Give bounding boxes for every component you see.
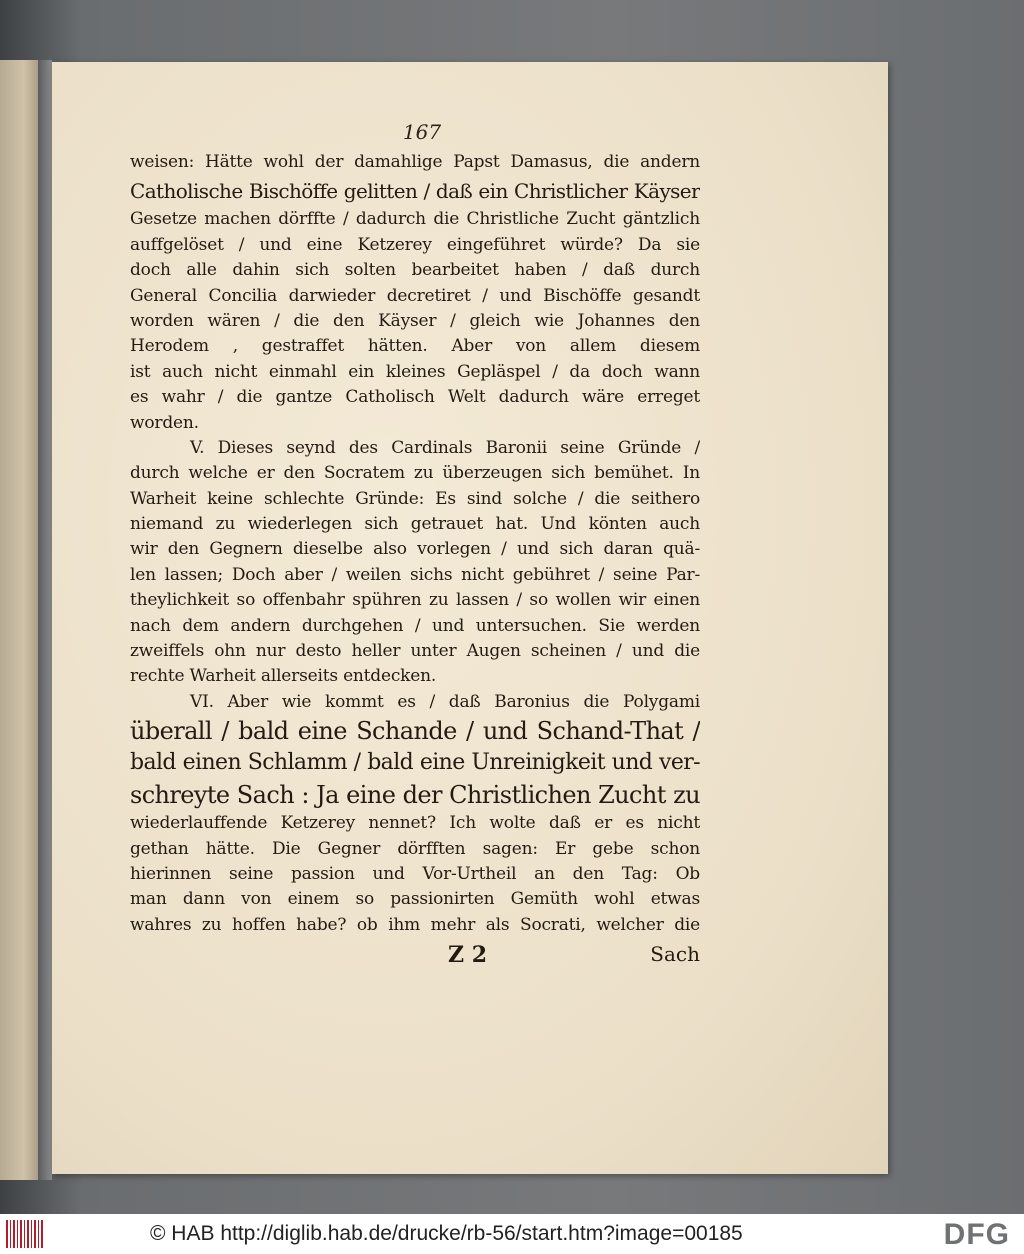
text-line: gethan hätte. Die Gegner dörfften sagen: Er gebe schon	[130, 838, 700, 859]
text-line: niemand zu wiederlegen sich getrauet hat. Und könten auch	[130, 514, 700, 535]
attribution-bar	[0, 1214, 1024, 1254]
copyright-link[interactable]: © HAB http://diglib.hab.de/drucke/rb-56/start.htm?image=00185	[150, 1222, 743, 1245]
text-line: schreyte Sach : Ja eine der Christlichen Zucht zu	[130, 781, 700, 810]
text-line: rechte Warheit allerseits entdecken.	[130, 666, 437, 687]
catchword: Sach	[650, 942, 700, 966]
text-line: es wahr / die gantze Catholisch Welt dadurch wäre erreget	[130, 387, 700, 408]
text-line: hierinnen seine passion und Vor-Urtheil an den Tag: Ob	[130, 863, 700, 884]
text-line: General Concilia darwieder decretiret / und Bischöffe gesandt	[130, 285, 700, 306]
text-line: bald einen Schlamm / bald eine Unreinigkeit und ver-	[130, 750, 700, 776]
text-line: doch alle dahin sich solten bearbeitet haben / daß durch	[130, 260, 700, 281]
text-line: weisen: Hätte wohl der damahlige Papst Damasus, die andern	[130, 152, 700, 172]
previous-page-edge	[0, 60, 40, 1180]
book-gutter	[38, 60, 52, 1180]
text-line: überall / bald eine Schande / und Schand-That /	[130, 717, 700, 746]
paragraph-start: V. Dieses seynd des Cardinals Baronii seine Gründe /	[190, 437, 700, 458]
text-line: zweiffels ohn nur desto heller unter Augen scheinen / und die	[130, 641, 700, 662]
text-line: wiederlauffende Ketzerey nennet? Ich wolte daß er es nicht	[130, 813, 700, 834]
barcode-icon	[6, 1220, 44, 1248]
text-line: worden.	[130, 412, 199, 433]
text-line: Gesetze machen dörffte / dadurch die Christliche Zucht gäntzlich	[130, 209, 700, 230]
text-line: theylichkeit so offenbahr spühren zu lassen / so wollen wir einen	[130, 590, 700, 611]
text-line: man dann von einem so passionirten Gemüth wohl etwas	[130, 889, 700, 910]
text-line: auffgelöset / und eine Ketzerey eingeführet würde? Da sie	[130, 234, 700, 255]
page-number: 167	[402, 120, 442, 144]
text-line: len lassen; Doch aber / weilen sichs nicht gebühret / seine Par-	[130, 564, 700, 585]
text-line: worden wären / die den Käyser / gleich wie Johannes den	[130, 310, 700, 331]
text-line: durch welche er den Socratem zu überzeugen sich bemühet. In	[130, 463, 700, 484]
page-footer-marks	[130, 942, 700, 970]
text-line: Herodem , gestraffet hätten. Aber von allem diesem	[130, 336, 700, 357]
text-line: Warheit keine schlechte Gründe: Es sind solche / die seithero	[130, 488, 700, 509]
paragraph-start: VI. Aber wie kommt es / daß Baronius die Polygami	[190, 691, 700, 712]
text-line: Catholische Bischöffe gelitten / daß ein Christlicher Käyser	[130, 179, 700, 204]
page-text	[130, 150, 700, 938]
dfg-logo: DFG	[943, 1218, 1010, 1251]
signature-mark: Z 2	[448, 942, 488, 968]
text-line: ist auch nicht einmahl ein kleines Gepläspel / da doch wann	[130, 361, 700, 382]
text-line: wir den Gegnern dieselbe also vorlegen / und sich daran quä-	[130, 539, 700, 560]
book-page	[52, 62, 888, 1174]
text-line: wahres zu hoffen habe? ob ihm mehr als Socrati, welcher die	[130, 914, 700, 935]
text-line: nach dem andern durchgehen / und untersuchen. Sie werden	[130, 615, 700, 636]
